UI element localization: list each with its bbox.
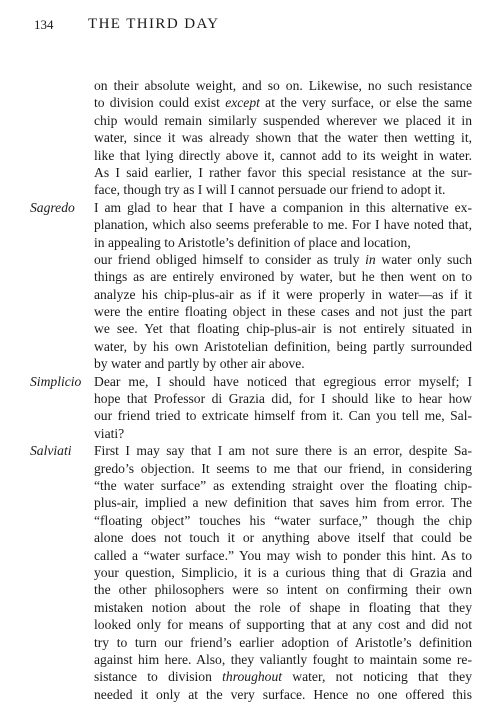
text-line: [94, 547, 472, 564]
line-content: [94, 78, 472, 93]
line-content: [94, 374, 472, 389]
line-content: [94, 478, 472, 493]
italic-text: except: [225, 95, 260, 111]
text-segment: the other philosophers were so intent on confirming their own: [94, 582, 472, 598]
text-line: [94, 407, 472, 424]
text-segment: called a “water surface.” You may wish to ponder this hint. As to: [94, 547, 472, 563]
line-content: [94, 217, 472, 232]
line-content: [94, 530, 472, 545]
line-content: [94, 148, 472, 163]
text-segment: by water and partly by other air above.: [94, 356, 305, 372]
line-content: [94, 356, 305, 371]
line-content: [94, 200, 472, 215]
text-segment: First I may say that I am not sure there is an error, despite Sa-: [94, 443, 472, 459]
text-line: [30, 373, 472, 390]
line-content: [94, 548, 472, 563]
line-content: [94, 252, 472, 267]
text-line: [94, 181, 472, 198]
running-header: [34, 16, 480, 36]
line-content: [94, 426, 124, 441]
speaker-name: Simplicio: [30, 373, 82, 389]
text-line: [94, 164, 472, 181]
line-content: [94, 339, 472, 354]
text-line: [94, 147, 472, 164]
line-content: [94, 95, 472, 110]
text-line: [94, 303, 472, 320]
text-segment: water, since it was already shown that the water then wetting it,: [94, 130, 472, 146]
text-segment: As I said earlier, I rather favor this special resistance at the sur-: [94, 164, 472, 180]
text-segment: “floating object” touches his “water surface,” though the chip: [94, 512, 472, 528]
line-content: [94, 617, 472, 632]
line-content: [94, 513, 472, 528]
text-line: [94, 338, 472, 355]
text-segment: water only such: [375, 251, 472, 267]
text-segment: water, by his own Aristotelian definition, being partly surrounded: [94, 338, 472, 354]
line-content: [94, 408, 472, 423]
line-content: [94, 287, 472, 302]
text-segment: our friend obliged himself to consider as truly: [94, 251, 366, 267]
text-line: [94, 129, 472, 146]
text-line: [94, 581, 472, 598]
line-content: [94, 687, 472, 702]
text-segment: at the very surface, or else the same: [259, 95, 472, 111]
speaker-name: Sagredo: [30, 199, 75, 215]
text-segment: plus-air, implied a new definition that saves him from error. The: [94, 495, 472, 511]
text-line: [94, 216, 472, 233]
line-content: [94, 495, 472, 510]
line-content: [94, 113, 472, 128]
body-text: [30, 77, 473, 703]
text-segment: I am glad to hear that I have a companion in this alternative ex-: [94, 199, 472, 215]
text-segment: mistaken notion about the role of shape in floating that they: [94, 599, 472, 615]
line-content: [94, 130, 472, 145]
text-segment: try to turn our friend’s earlier adoption of Aristotle’s definition: [94, 634, 472, 650]
text-segment: sistance to division: [94, 669, 223, 685]
line-content: [94, 443, 472, 458]
text-segment: things as are entirely environed by water, but he then went on to: [94, 269, 472, 285]
text-line: [94, 320, 472, 337]
text-line: [94, 494, 472, 511]
text-segment: analyze his chip-plus-air as if it were properly in water—as if it: [94, 286, 472, 302]
line-content: [94, 235, 411, 250]
line-content: [94, 461, 472, 476]
line-content: [94, 304, 472, 319]
text-line: [94, 564, 472, 581]
text-line: [94, 390, 472, 407]
running-head-title: THE THIRD DAY: [88, 16, 220, 32]
text-line: [30, 199, 472, 216]
text-line: [94, 460, 472, 477]
line-content: [94, 165, 472, 180]
speaker-name: Salviati: [30, 443, 72, 459]
line-content: [94, 269, 472, 284]
page-number: 134: [34, 17, 54, 32]
text-segment: your question, Simplicio, it is a curious thing that di Grazia and: [94, 564, 472, 580]
text-line: [94, 286, 472, 303]
text-segment: viati?: [94, 425, 125, 441]
text-line: [94, 686, 472, 703]
text-line: [94, 425, 472, 442]
text-segment: planation, which also seems preferable to me. For I have noted that,: [94, 217, 472, 233]
text-line: [94, 94, 472, 111]
text-segment: gredo’s objection. It seems to me that our friend, in considering: [94, 460, 472, 476]
line-content: [94, 391, 472, 406]
text-line: [94, 616, 472, 633]
line-content: [94, 652, 472, 667]
text-segment: water, not noticing that they: [282, 669, 473, 685]
text-line: [94, 234, 472, 251]
text-line: [94, 529, 472, 546]
line-content: [94, 635, 472, 650]
text-line: [94, 251, 472, 268]
text-segment: looked only for means of supporting that at any cost and did not: [94, 617, 472, 633]
text-line: [94, 668, 472, 685]
text-line: [94, 651, 472, 668]
text-segment: needed it only at the very surface. Hence no one offered this: [94, 686, 472, 702]
text-segment: face, though try as I will I cannot persuade our friend to adopt it.: [94, 182, 446, 198]
text-segment: against him here. Also, they valiantly fought to maintain some re-: [94, 651, 472, 667]
text-segment: in appealing to Aristotle’s definition of place and location,: [94, 234, 411, 250]
line-content: [94, 565, 472, 580]
text-segment: hope that Professor di Grazia did, for I should like to hear how: [94, 391, 472, 407]
text-segment: we see. Yet that floating chip-plus-air is not entirely situated in: [94, 321, 472, 337]
text-segment: to division could exist: [94, 95, 226, 111]
text-line: [94, 599, 472, 616]
text-line: [94, 512, 472, 529]
text-segment: chip would remain similarly suspended wherever we placed it in: [94, 112, 472, 128]
text-segment: Dear me, I should have noticed that egregious error myself; I: [94, 373, 472, 389]
text-line: [94, 112, 472, 129]
italic-text: in: [365, 251, 376, 267]
text-line: [94, 268, 472, 285]
text-segment: our friend tried to extricate himself from it. Can you tell me, Sal-: [94, 408, 472, 424]
text-line: [94, 77, 472, 94]
text-line: [94, 355, 472, 372]
text-segment: were the entire floating object in these cases and not just the part: [94, 304, 472, 320]
italic-text: throughout: [222, 669, 283, 685]
text-line: [30, 442, 472, 459]
line-content: [94, 182, 445, 197]
text-segment: alone does not touch it or anything above itself that could be: [94, 530, 472, 546]
text-line: [94, 634, 472, 651]
text-segment: “the water surface” as extending straight over the floating chip-: [94, 477, 472, 493]
line-content: [94, 321, 472, 336]
line-content: [94, 669, 472, 684]
text-line: [94, 477, 472, 494]
text-segment: like that lying directly above it, cannot add to its weight in water.: [94, 147, 472, 163]
line-content: [94, 600, 472, 615]
line-content: [94, 582, 472, 597]
text-segment: on their absolute weight, and so on. Likewise, no such resistance: [94, 78, 472, 93]
